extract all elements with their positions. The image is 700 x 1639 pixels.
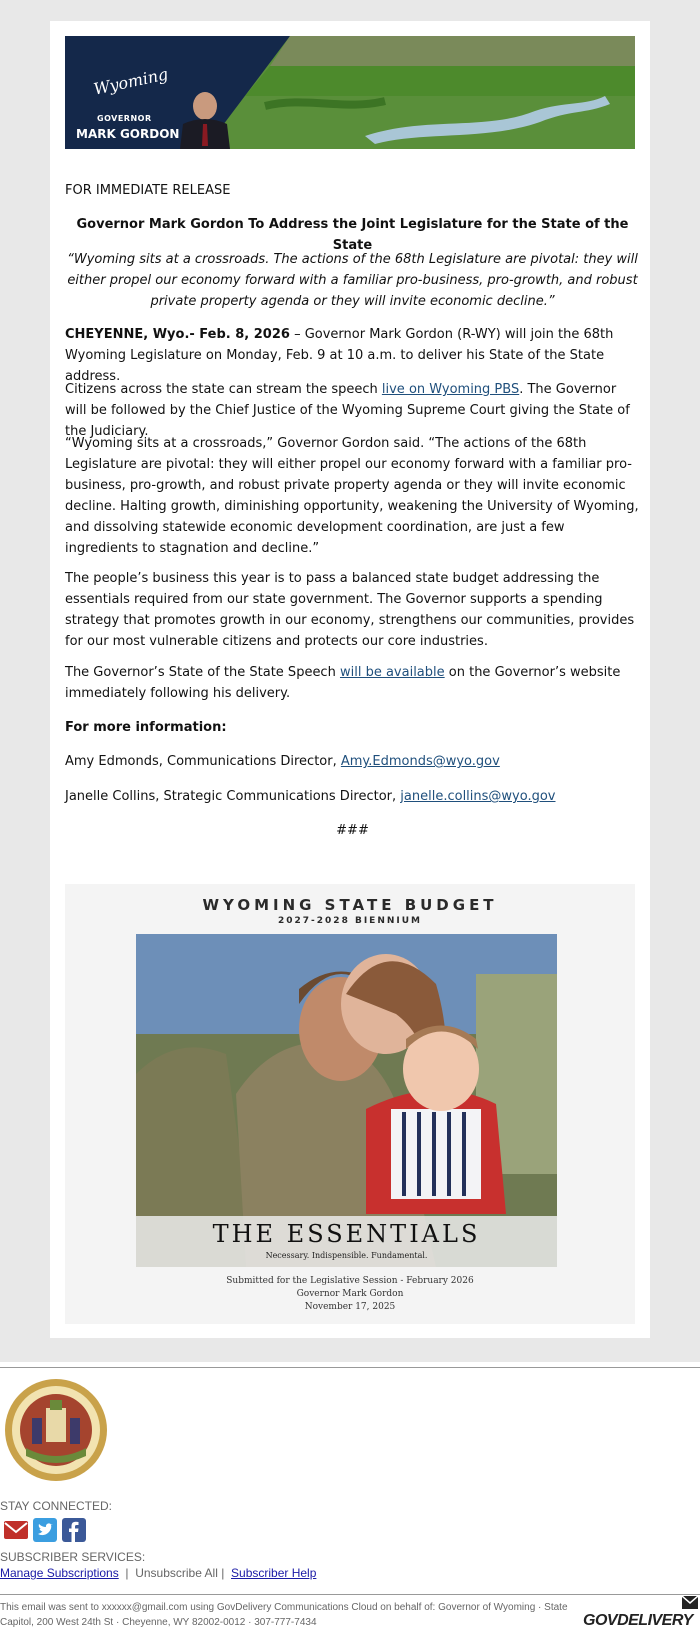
- governor-banner: [65, 36, 635, 149]
- amy-email-link[interactable]: Amy.Edmonds@wyo.gov: [340, 754, 500, 769]
- end-mark: ###: [336, 823, 369, 838]
- govdelivery-logo[interactable]: GOVDELIVERY: [583, 1612, 693, 1629]
- essentials-title: THE ESSENTIALS: [212, 1220, 481, 1248]
- paragraph-dateline: [65, 324, 640, 387]
- speech-available-link[interactable]: will be available: [339, 665, 445, 680]
- email-icon[interactable]: [4, 1518, 28, 1542]
- footer-divider: [0, 1367, 700, 1368]
- paragraph-2-before: Citizens across the state can stream the speech: [65, 382, 382, 397]
- budget-subtitle: 2027-2028 BIENNIUM: [278, 916, 422, 926]
- essentials-subtitle: Necessary. Indispensible. Fundamental.: [265, 1251, 428, 1260]
- headline: Governor Mark Gordon To Address the Joint Legislature for the State of the State: [76, 217, 629, 253]
- contact-janelle: [65, 786, 640, 807]
- fine-print-divider: [0, 1594, 700, 1595]
- budget-foot-date: November 17, 2025: [304, 1302, 396, 1312]
- governor-name: MARK GORDON: [76, 127, 180, 141]
- wyoming-pbs-link[interactable]: live on Wyoming PBS: [381, 382, 520, 397]
- paragraph-4: The people’s business this year is to pass a balanced state budget addressing the essentials required from our state government. The Governor supports a spending strategy that promotes growth in our economy, strengthens our communities, provides for our most vulnerable citizens and protects our core industries.: [65, 571, 635, 649]
- essentials-band: [136, 1216, 557, 1267]
- unsubscribe-all-text[interactable]: | Unsubscribe All |: [118, 1566, 232, 1580]
- subscriber-help-link[interactable]: Subscriber Help: [231, 1566, 317, 1580]
- paragraph-5-after: on the Governor’s website immediately following his delivery.: [65, 665, 621, 701]
- contact-janelle-text: Janelle Collins, Strategic Communications Director,: [65, 789, 401, 804]
- governor-label: GOVERNOR: [97, 114, 152, 123]
- stay-connected-label: STAY CONNECTED:: [0, 1499, 113, 1513]
- pull-quote: “Wyoming sits at a crossroads. The actions of the 68th Legislature are pivotal: they will either propel our economy forward with a familiar pro-business, pro-growth, and robust private property agenda or they will invite economic decline.”: [67, 252, 638, 309]
- twitter-icon[interactable]: [33, 1518, 57, 1542]
- contact-amy: [65, 751, 640, 772]
- release-label: FOR IMMEDIATE RELEASE: [65, 183, 231, 198]
- budget-foot-session: Submitted for the Legislative Session - February 2026: [226, 1276, 474, 1286]
- budget-foot-governor: Governor Mark Gordon: [296, 1289, 404, 1299]
- great-seal-of-wyoming: [4, 1378, 108, 1482]
- paragraph-2-after: . The Governor will be followed by the Chief Justice of the Wyoming Supreme Court giving the State of the Judiciary.: [65, 382, 630, 439]
- paragraph-5: [65, 662, 640, 704]
- paragraph-3: “Wyoming sits at a crossroads,” Governor Gordon said. “The actions of the 68th Legislature are pivotal: they will either propel our economy forward with a familiar pro-business, pro-growth, and robust private property agenda or they will invite economic decline. Halting growth, diminishing opportunity, weakening the University of Wyoming, and dissolving statewide economic development coordination, are just a few ingredients to stagnation and decline.”: [65, 436, 639, 556]
- budget-cover-image: [65, 884, 635, 1324]
- paragraph-1-text: – Governor Mark Gordon (R-WY) will join the 68th Wyoming Legislature on Monday, Feb. 9 at 10 a.m. to deliver his State of the State address.: [65, 327, 614, 384]
- govdelivery-envelope-icon: [682, 1596, 698, 1609]
- soldier-family-photo: [136, 934, 557, 1267]
- wyoming-logo-script: Wyoming: [91, 64, 170, 99]
- budget-title: WYOMING STATE BUDGET: [202, 896, 498, 914]
- fine-print: This email was sent to xxxxxx@gmail.com using GovDelivery Communications Cloud on behalf of: Governor of Wyoming · State Capitol, 200 West 24th St · Cheyenne, WY 82002-0012 · 307-777-7434: [0, 1602, 568, 1628]
- contact-amy-text: Amy Edmonds, Communications Director,: [65, 754, 341, 769]
- more-info-heading: For more information:: [65, 720, 227, 735]
- paragraph-5-before: The Governor’s State of the State Speech: [65, 665, 340, 680]
- facebook-icon[interactable]: [62, 1518, 86, 1542]
- dateline: CHEYENNE, Wyo.- Feb. 8, 2026: [65, 327, 290, 342]
- janelle-email-link[interactable]: janelle.collins@wyo.gov: [400, 789, 556, 804]
- subscriber-services-label: SUBSCRIBER SERVICES:: [0, 1550, 146, 1564]
- manage-subscriptions-link[interactable]: Manage Subscriptions: [0, 1566, 119, 1580]
- subscriber-links: [0, 1566, 316, 1580]
